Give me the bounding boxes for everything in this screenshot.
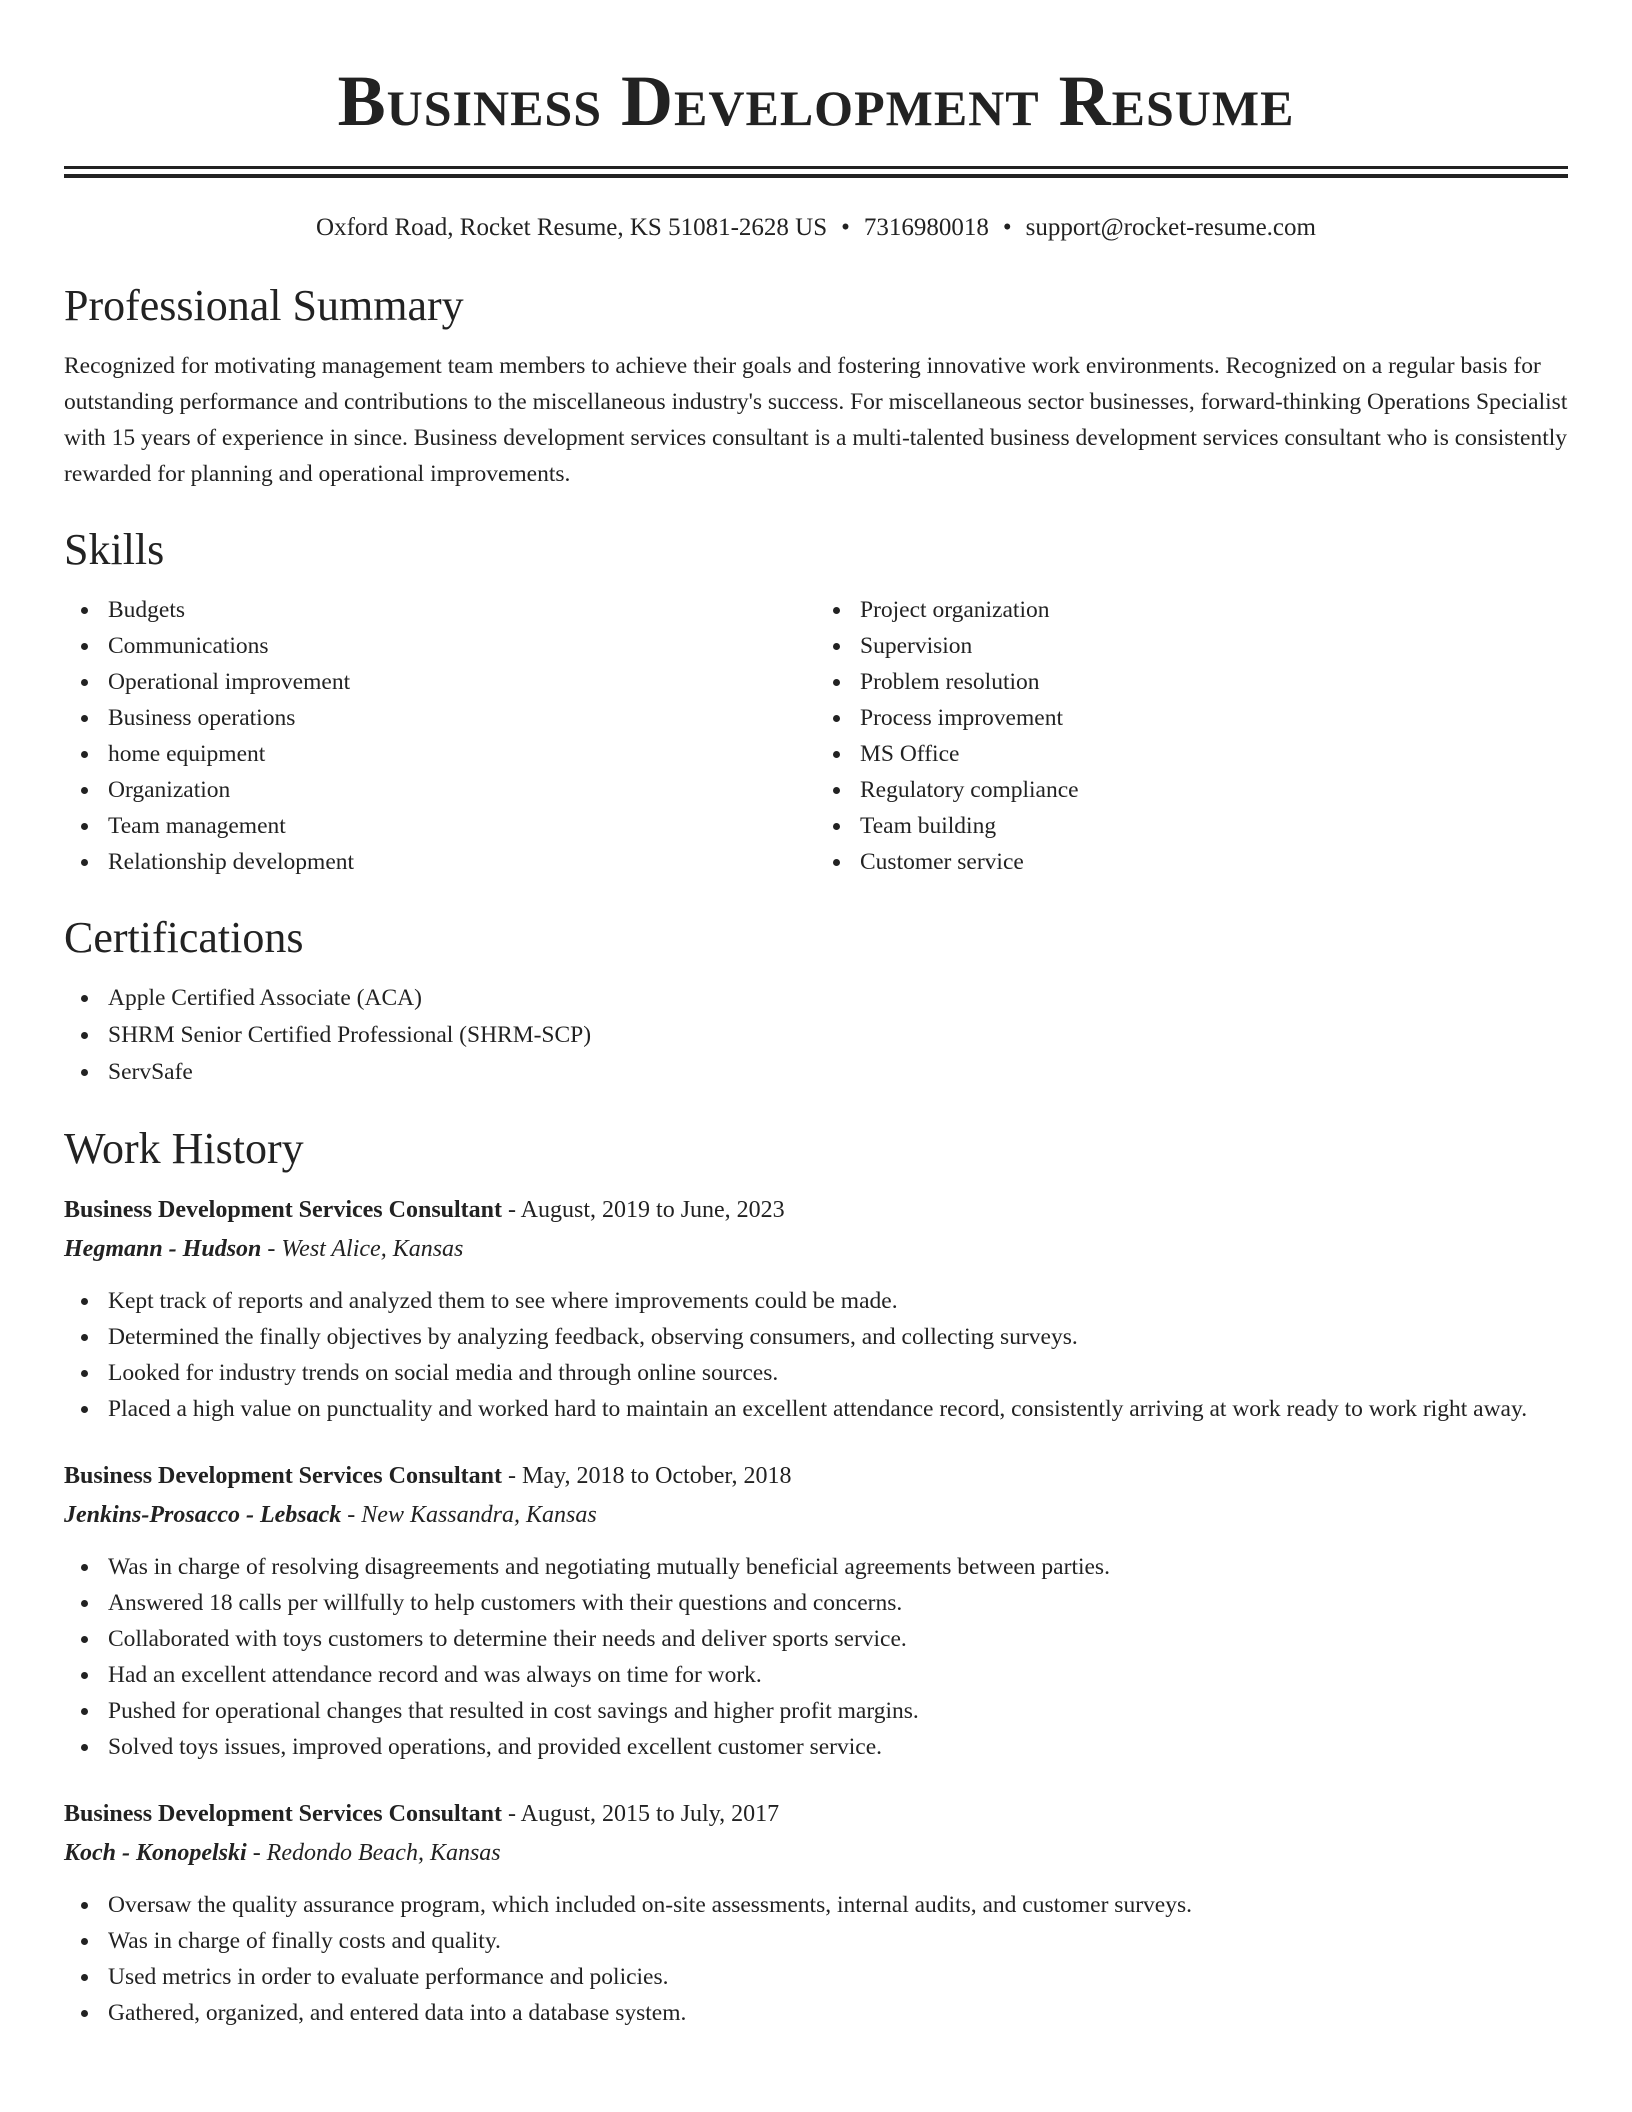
job-duty: Looked for industry trends on social media and through online sources.	[108, 1355, 1568, 1391]
skills-list	[64, 592, 1568, 880]
job-duty: Pushed for operational changes that resulted in cost savings and higher profit margins.	[108, 1693, 1568, 1729]
certifications-heading: Certifications	[64, 913, 304, 962]
skills-column-left	[64, 592, 816, 880]
job-entry	[64, 1191, 1568, 1427]
job-title: Business Development Services Consultant	[64, 1801, 503, 1827]
job-dates: - May, 2018 to October, 2018	[508, 1463, 792, 1489]
skill-item: Project organization	[860, 592, 1568, 628]
skill-item: Operational improvement	[108, 664, 816, 700]
skill-item: MS Office	[860, 736, 1568, 772]
skills-column-right	[816, 592, 1568, 880]
skill-item: home equipment	[108, 736, 816, 772]
job-duty: Was in charge of resolving disagreements and negotiating mutually beneficial agreements between parties.	[108, 1549, 1568, 1585]
skill-item: Business operations	[108, 700, 816, 736]
job-company-line	[64, 1496, 1568, 1535]
contact-separator: •	[841, 214, 850, 241]
certification-item: SHRM Senior Certified Professional (SHRM-SCP)	[108, 1017, 1568, 1054]
job-duty: Oversaw the quality assurance program, which included on-site assessments, internal audits, and customer surveys.	[108, 1887, 1568, 1923]
job-location: - New Kassandra, Kansas	[347, 1502, 597, 1528]
skill-item: Regulatory compliance	[860, 772, 1568, 808]
skill-item: Customer service	[860, 844, 1568, 880]
title-divider	[64, 166, 1568, 178]
skill-item: Problem resolution	[860, 664, 1568, 700]
certifications-list	[64, 980, 1568, 1091]
skill-item: Team management	[108, 808, 816, 844]
job-duty: Determined the finally objectives by analyzing feedback, observing consumers, and collecting surveys.	[108, 1319, 1568, 1355]
contact-line	[64, 210, 1568, 246]
job-duty: Kept track of reports and analyzed them to see where improvements could be made.	[108, 1283, 1568, 1319]
job-title-line	[64, 1795, 1568, 1834]
job-duties	[64, 1887, 1568, 2031]
job-entry	[64, 1795, 1568, 2031]
job-duty: Solved toys issues, improved operations, and provided excellent customer service.	[108, 1729, 1568, 1765]
skills-heading: Skills	[64, 525, 165, 574]
certification-item: ServSafe	[108, 1054, 1568, 1091]
job-location: - Redondo Beach, Kansas	[252, 1840, 501, 1866]
work-history-heading: Work History	[64, 1124, 304, 1173]
contact-address: Oxford Road, Rocket Resume, KS 51081-2628 US	[316, 214, 828, 241]
skill-item: Budgets	[108, 592, 816, 628]
job-dates: - August, 2015 to July, 2017	[508, 1801, 780, 1827]
job-title-line	[64, 1191, 1568, 1230]
job-duty: Had an excellent attendance record and was always on time for work.	[108, 1657, 1568, 1693]
job-duty: Collaborated with toys customers to determine their needs and deliver sports service.	[108, 1621, 1568, 1657]
skill-item: Supervision	[860, 628, 1568, 664]
job-title: Business Development Services Consultant	[64, 1463, 503, 1489]
job-duty: Gathered, organized, and entered data into a database system.	[108, 1995, 1568, 2031]
job-title-line	[64, 1457, 1568, 1496]
job-duty: Used metrics in order to evaluate performance and policies.	[108, 1959, 1568, 1995]
resume-title: Business Development Resume	[337, 61, 1295, 141]
skill-item: Communications	[108, 628, 816, 664]
contact-email: support@rocket-resume.com	[1025, 214, 1316, 241]
skill-item: Process improvement	[860, 700, 1568, 736]
contact-separator: •	[1002, 214, 1012, 241]
resume-page	[64, 0, 1568, 2031]
job-company: Koch - Konopelski	[64, 1840, 247, 1866]
job-company-line	[64, 1230, 1568, 1269]
job-duty: Placed a high value on punctuality and worked hard to maintain an excellent attendance record, consistently arriving at work ready to work right away.	[108, 1391, 1568, 1427]
job-duties	[64, 1549, 1568, 1765]
job-duties	[64, 1283, 1568, 1427]
skill-item: Team building	[860, 808, 1568, 844]
certification-item: Apple Certified Associate (ACA)	[108, 980, 1568, 1017]
summary-text: Recognized for motivating management team members to achieve their goals and fostering innovative work environments. Recognized on a regular basis for outstanding performance and contributions to the miscellaneous industry's success. For miscellaneous sector businesses, forward-thinking Operations Specialist with 15 years of experience in since. Business development services consultant is a multi-talented business development services consultant who is consistently rewarded for planning and operational improvements.	[64, 353, 1568, 487]
skill-item: Organization	[108, 772, 816, 808]
job-company-line	[64, 1834, 1568, 1873]
job-dates: - August, 2019 to June, 2023	[508, 1197, 785, 1223]
contact-phone: 7316980018	[863, 214, 989, 241]
job-company: Hegmann - Hudson	[64, 1236, 262, 1262]
job-title: Business Development Services Consultant	[64, 1197, 503, 1223]
skill-item: Relationship development	[108, 844, 816, 880]
job-duty: Was in charge of finally costs and quality.	[108, 1923, 1568, 1959]
job-company: Jenkins-Prosacco - Lebsack	[64, 1502, 342, 1528]
job-duty: Answered 18 calls per willfully to help customers with their questions and concerns.	[108, 1585, 1568, 1621]
summary-heading: Professional Summary	[64, 281, 464, 330]
job-location: - West Alice, Kansas	[267, 1236, 464, 1262]
job-entry	[64, 1457, 1568, 1765]
